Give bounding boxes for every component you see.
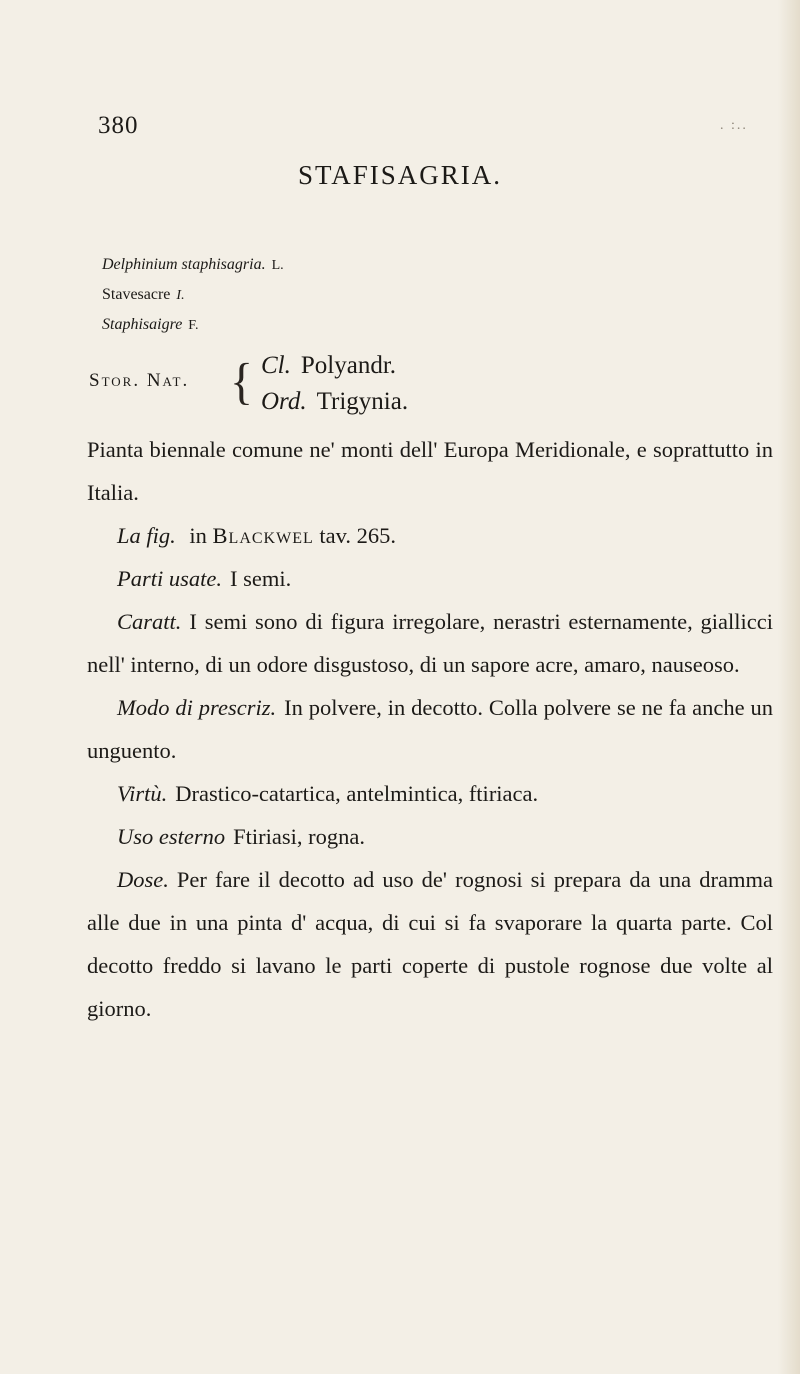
synonym-french: [102, 310, 284, 340]
page-edge: [778, 0, 800, 1374]
synonym-lang: F.: [188, 318, 199, 333]
characters-label: Caratt.: [117, 609, 182, 634]
figure-text-a: in: [189, 523, 207, 548]
synonym-name: Stavesacre: [102, 286, 171, 303]
prescription-paragraph: [87, 686, 773, 772]
synonym-english: [102, 280, 284, 310]
order-value: Trigynia.: [316, 388, 409, 415]
article-body: [87, 428, 773, 1030]
synonym-name: Staphisaigre: [102, 316, 183, 333]
description-paragraph: Pianta biennale comune ne' monti dell' Europa Meridionale, e soprattutto in Italia.: [87, 437, 773, 505]
synonym-lang: L.: [271, 258, 284, 273]
virtue-paragraph: [87, 772, 773, 815]
parts-paragraph: [87, 557, 773, 600]
dose-paragraph: [87, 858, 773, 1030]
figure-text-b: tav. 265.: [319, 523, 397, 548]
figure-paragraph: [87, 514, 773, 557]
virtue-label: Virtù.: [117, 781, 168, 806]
dose-text: Per fare il decotto ad uso de' rognosi si prepara da una dramma alle due in una pinta d' acqua, di cui si fa svaporare la quarta parte. Col decotto freddo si lavano le parti coperte di pustole rognose due volte al giorno.: [87, 867, 773, 1021]
synonym-list: [102, 250, 284, 340]
synonym-latin: [102, 250, 284, 280]
synonym-name: Delphinium staphisagria.: [102, 256, 266, 273]
classification-label: Stor. Nat.: [89, 370, 190, 391]
dose-label: Dose.: [117, 867, 169, 892]
figure-author: Blackwel: [212, 523, 314, 548]
virtue-text: Drastico-catartica, antelmintica, ftiriaca.: [175, 781, 539, 806]
page-number: 380: [98, 112, 139, 139]
characters-paragraph: [87, 600, 773, 686]
order-key: Ord.: [261, 388, 307, 415]
parts-label: Parti usate.: [117, 566, 222, 591]
external-use-paragraph: [87, 815, 773, 858]
figure-label: La fig.: [117, 523, 176, 548]
parts-text: I semi.: [230, 566, 292, 591]
classification: [89, 352, 709, 422]
class-line: [261, 352, 396, 380]
characters-text: I semi sono di figura irregolare, nerastri esternamente, giallicci nell' interno, di un odore disgustoso, di un sapore acre, amaro, nauseoso.: [87, 609, 773, 677]
prescription-label: Modo di prescriz.: [117, 695, 277, 720]
prescription-text: In polvere, in decotto. Colla polvere se ne fa anche un unguento.: [87, 695, 773, 763]
order-line: [261, 388, 408, 416]
external-use-text: Ftiriasi, rogna.: [233, 824, 365, 849]
brace: {: [230, 353, 254, 410]
synonym-lang: I.: [176, 288, 185, 303]
external-use-label: Uso esterno: [117, 824, 226, 849]
class-value: Polyandr.: [300, 352, 397, 379]
class-key: Cl.: [261, 352, 291, 379]
page-title: STAFISAGRIA.: [297, 160, 503, 190]
page-mark: . :..: [720, 118, 748, 133]
